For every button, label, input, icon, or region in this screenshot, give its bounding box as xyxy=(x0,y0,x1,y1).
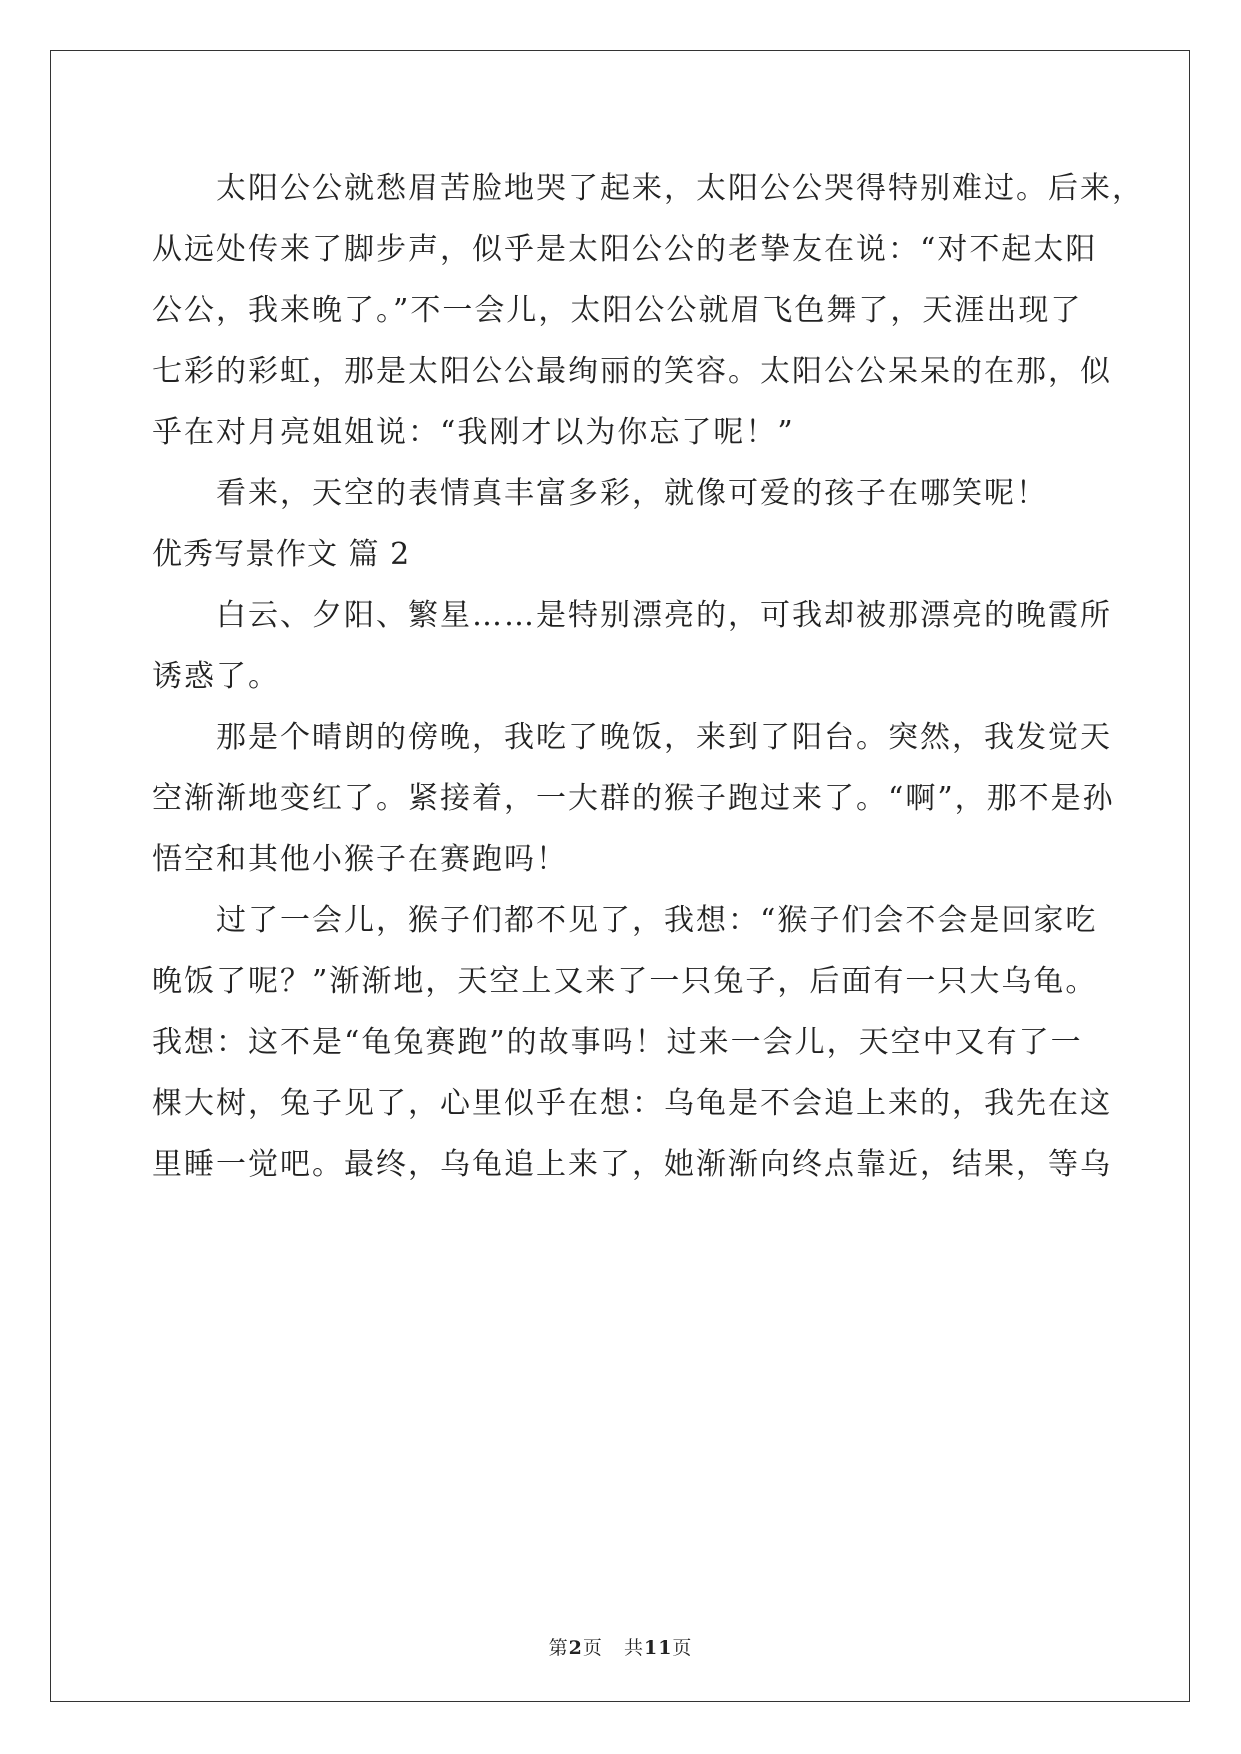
document-body xyxy=(152,158,1144,1195)
text-line: 晚饭了呢？”渐渐地，天空上又来了一只兔子，后面有一只大乌龟。 xyxy=(152,964,1098,999)
text-line: 悟空和其他小猴子在赛跑吗！ xyxy=(152,842,568,877)
page-prefix: 第 xyxy=(548,1637,569,1659)
page-number: 2 xyxy=(568,1637,583,1659)
total-prefix: 共 xyxy=(623,1637,644,1659)
text-line: 看来，天空的表情真丰富多彩，就像可爱的孩子在哪笑呢！ xyxy=(216,476,1048,511)
text-line: 那是个晴朗的傍晚，我吃了晚饭，来到了阳台。突然，我发觉天 xyxy=(216,720,1112,755)
page-suffix: 页 xyxy=(582,1637,603,1659)
text-line: 棵大树，兔子见了，心里似乎在想：乌龟是不会追上来的，我先在这 xyxy=(152,1086,1112,1121)
text-line: 太阳公公就愁眉苦脸地哭了起来，太阳公公哭得特别难过。后来， xyxy=(216,171,1144,206)
text-line: 里睡一觉吧。最终，乌龟追上来了，她渐渐向终点靠近，结果，等乌 xyxy=(152,1147,1112,1182)
section-heading: 优秀写景作文 篇 2 xyxy=(152,537,411,572)
text-line: 从远处传来了脚步声，似乎是太阳公公的老挚友在说：“对不起太阳 xyxy=(152,232,1098,267)
text-line: 白云、夕阳、繁星……是特别漂亮的，可我却被那漂亮的晚霞所 xyxy=(216,598,1112,633)
text-line: 诱惑了。 xyxy=(152,659,280,694)
text-line: 我想：这不是“龟兔赛跑”的故事吗！过来一会儿，天空中又有了一 xyxy=(152,1025,1083,1060)
page-footer xyxy=(0,1633,1241,1660)
text-line: 七彩的彩虹，那是太阳公公最绚丽的笑容。太阳公公呆呆的在那，似 xyxy=(152,354,1112,389)
total-suffix: 页 xyxy=(672,1637,693,1659)
text-line: 公公，我来晚了。”不一会儿，太阳公公就眉飞色舞了，天涯出现了 xyxy=(152,293,1083,328)
text-line: 乎在对月亮姐姐说：“我刚才以为你忘了呢！” xyxy=(152,415,795,450)
text-line: 过了一会儿，猴子们都不见了，我想：“猴子们会不会是回家吃 xyxy=(216,903,1098,938)
total-pages: 11 xyxy=(643,1637,673,1659)
text-line: 空渐渐地变红了。紧接着，一大群的猴子跑过来了。“啊”，那不是孙 xyxy=(152,781,1115,816)
